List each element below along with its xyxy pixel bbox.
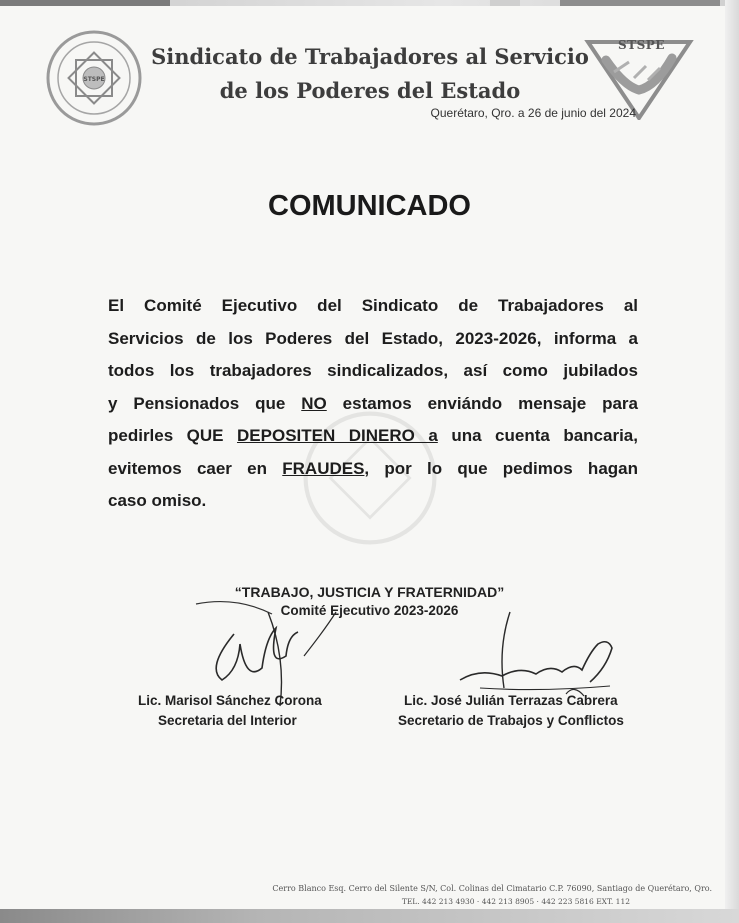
body-line-7: caso omiso. [108,491,207,510]
body-line-3: todos los trabajadores sindicalizados, así como jubilados [108,361,638,380]
signatory-1-role: Secretaria del Interior [158,713,297,728]
union-seal-icon [44,28,144,128]
body-line-1: El Comité Ejecutivo del Sindicato de Trabajadores al [108,296,638,315]
top-stripe-right [560,0,720,6]
body-line-5-c: una cuenta bancaria, [451,426,638,445]
document-title: COMUNICADO [268,190,471,222]
emphasis-no: NO [301,393,327,413]
signature-left-icon [176,598,366,708]
right-edge [725,0,739,923]
body-line-5-a: pedirles QUE [108,426,224,445]
document-date: Querétaro, Qro. a 26 de junio del 2024 [430,106,636,120]
body-line-4 [108,388,638,421]
body-line-4-a: y Pensionados que [108,393,286,413]
emphasis-deposit: DEPOSITEN DINERO a [237,426,438,445]
top-stripe-mid [490,0,520,6]
seal-label: STSPE [83,76,105,83]
body-line-5 [108,420,638,453]
body-line-6-c: , por lo que pedimos hagan [364,458,638,478]
body-line-6 [108,453,638,486]
bottom-bar [0,909,739,923]
union-motto: “TRABAJO, JUSTICIA Y FRATERNIDAD” [234,584,505,600]
top-stripe-left [0,0,170,6]
signatory-2-name: Lic. José Julián Terrazas Cabrera [404,693,618,708]
footer-address: Cerro Blanco Esq. Cerro del Silente S/N, Col. Colinas del Cimatario C.P. 76090, Santiago de Querétaro, Qro. [272,884,712,893]
committee-label: Comité Ejecutivo 2023-2026 [280,603,459,618]
footer-phones: TEL. 442 213 4930 · 442 213 8905 · 442 223 5816 EXT. 112 [401,897,630,906]
emphasis-fraud: FRAUDES [282,458,365,478]
communique-body [108,290,638,518]
logo-text: STSPE [618,38,665,52]
signatory-1-name: Lic. Marisol Sánchez Corona [138,693,322,708]
body-line-2: Servicios de los Poderes del Estado, 2023-2026, informa a [108,328,638,348]
signature-right-icon [440,608,630,703]
org-name-line2: de los Poderes del Estado [219,78,521,103]
org-name-line1: Sindicato de Trabajadores al Servicio [151,44,589,69]
body-line-4-c: estamos enviándo mensaje para [342,393,638,413]
body-line-6-a: evitemos caer en [108,458,267,478]
signatory-2-role: Secretario de Trabajos y Conflictos [398,713,624,728]
